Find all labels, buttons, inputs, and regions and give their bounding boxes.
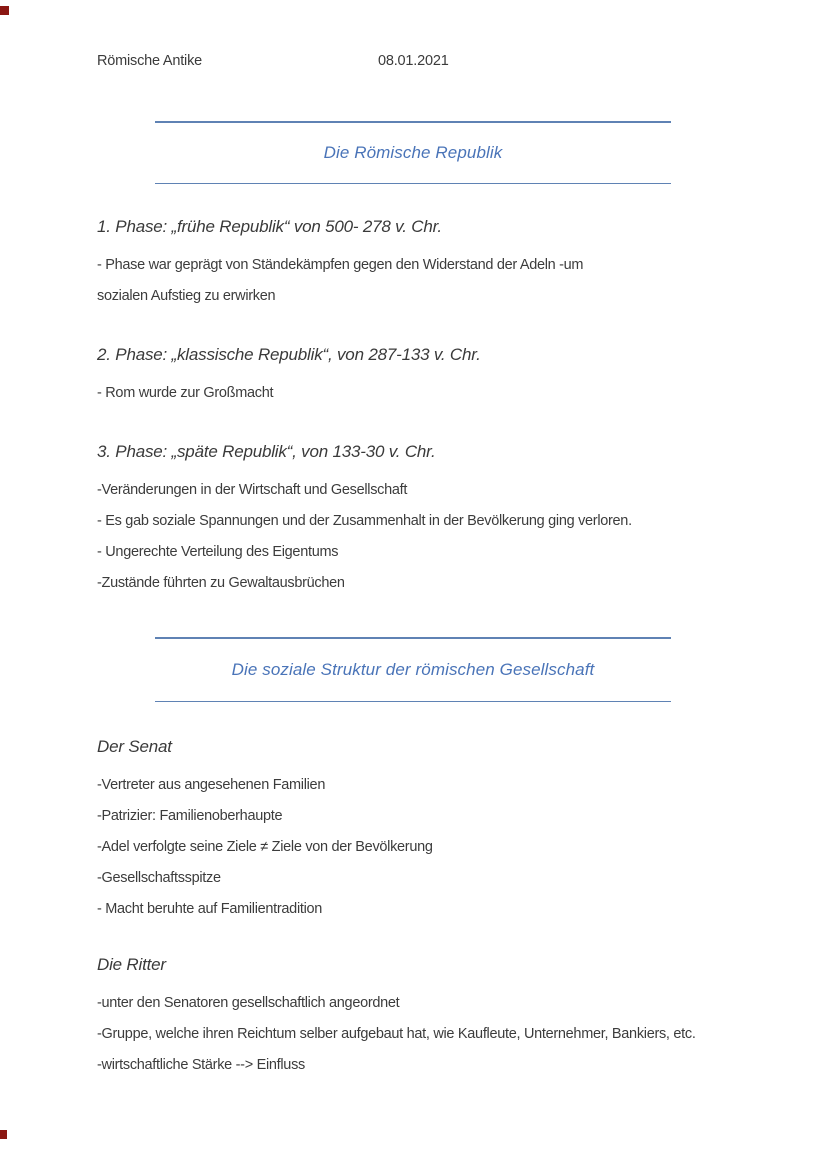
note-line: -Gruppe, welche ihren Reichtum selber aufgebaut hat, wie Kaufleute, Unternehmer, Bankiers, etc. [97, 1026, 696, 1042]
note-line: -Adel verfolgte seine Ziele ≠ Ziele von der Bevölkerung [97, 839, 433, 855]
section-heading: 1. Phase: „frühe Republik“ von 500- 278 v. Chr. [97, 217, 442, 236]
section-heading: 2. Phase: „klassische Republik“, von 287-133 v. Chr. [97, 345, 481, 364]
banner-title: Die soziale Struktur der römischen Gesellschaft [231, 659, 595, 679]
banner-title: Die Römische Republik [323, 142, 503, 162]
scan-artifact-top [0, 6, 9, 15]
note-line: -Patrizier: Familienoberhaupte [97, 808, 283, 824]
note-line: -Zustände führten zu Gewaltausbrüchen [97, 575, 345, 591]
section-heading: Die Ritter [97, 955, 166, 974]
note-line: sozialen Aufstieg zu erwirken [97, 288, 276, 304]
note-line: - Es gab soziale Spannungen und der Zusammenhalt in der Bevölkerung ging verloren. [97, 513, 632, 529]
banner-soziale-struktur [155, 637, 671, 702]
note-line: - Ungerechte Verteilung des Eigentums [97, 544, 339, 560]
note-line: - Rom wurde zur Großmacht [97, 385, 274, 401]
section-phase-1 [97, 216, 788, 312]
section-phase-3 [97, 441, 788, 599]
doc-subject: Römische Antike [97, 53, 202, 69]
note-line: - Phase war geprägt von Ständekämpfen gegen den Widerstand der Adeln -um [97, 257, 584, 273]
section-phase-2 [97, 344, 788, 409]
note-line: -Veränderungen in der Wirtschaft und Gesellschaft [97, 482, 408, 498]
note-line: -Gesellschaftsspitze [97, 870, 221, 886]
section-die-ritter [97, 954, 788, 1081]
note-line: -Vertreter aus angesehenen Familien [97, 777, 326, 793]
note-line: - Macht beruhte auf Familientradition [97, 901, 323, 917]
divider-line [155, 701, 671, 703]
section-heading: 3. Phase: „späte Republik“, von 133-30 v. Chr. [97, 442, 436, 461]
note-line: -wirtschaftliche Stärke --> Einfluss [97, 1057, 305, 1073]
divider-line [155, 183, 671, 185]
section-heading: Der Senat [97, 737, 172, 756]
doc-date: 08.01.2021 [378, 53, 449, 69]
banner-roemische-republik [155, 121, 671, 184]
note-line: -unter den Senatoren gesellschaftlich angeordnet [97, 995, 400, 1011]
scan-artifact-bottom [0, 1130, 7, 1139]
section-der-senat [97, 736, 788, 925]
